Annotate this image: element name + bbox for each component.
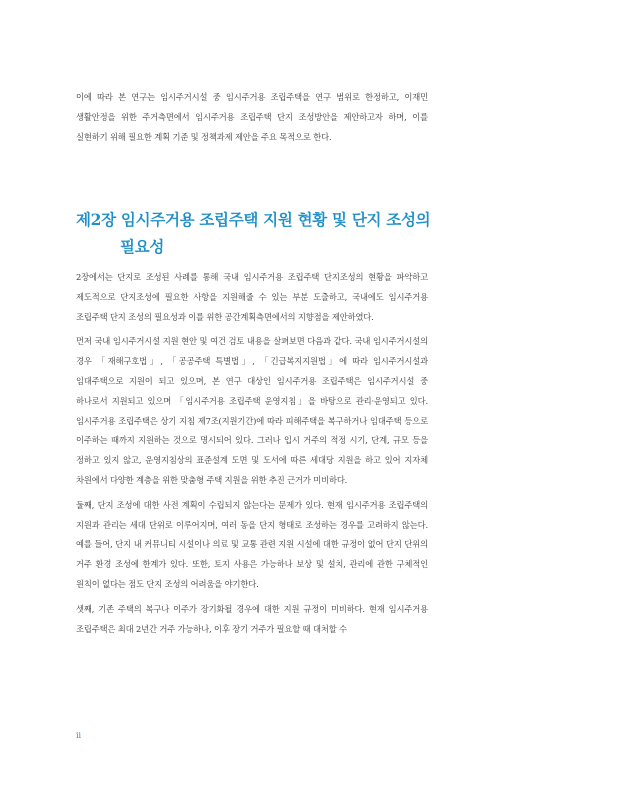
chapter-title-line2: 필요성 bbox=[120, 237, 165, 256]
body-paragraph-4: 셋째, 기존 주택의 복구나 이주가 장기화될 경우에 대한 지원 규정이 미비하다. 현재 임시주거용 조립주택은 최대 2년간 거주 가능하나, 이후 장기 거주가 필요할 때 대처할 수 bbox=[76, 603, 428, 634]
chapter-title-line1: 제2장 임시주거용 조립주택 지원 현황 및 단지 조성의 bbox=[76, 210, 431, 229]
intro-paragraph: 이에 따라 본 연구는 임시주거시설 중 임시주거용 조립주택을 연구 범위로 한정하고, 이재민 생활안정을 위한 주거측면에서 임시주거용 조립주택 단지 조성방안을 제안하고자 하며, 이를 실현하기 위해 필요한 계획 기준 및 정책과제 제안을 주요 목적으로 한다. bbox=[76, 92, 428, 142]
body-paragraph-1: 2장에서는 단지로 조성된 사례를 통해 국내 임시주거용 조립주택 단지조성의 현황을 파악하고 제도적으로 단지조성에 필요한 사항을 지원해줄 수 있는 부분 도출하고, 국내에도 임시주거용 조립주택 단지 조성의 필요성과 이를 위한 공간계획측면에서의 지향점을 제안하였다. bbox=[76, 272, 428, 322]
body-paragraph-2: 먼저 국내 임시주거시설 지원 현안 및 여건 검토 내용을 살펴보면 다음과 같다. 국내 임시주거시설의 경우 「재해구호법」, 「공공주택 특별법」, 「긴급복지지원법」에 따라 임시주거시설과 임대주택으로 지원이 되고 있으며, 본 연구 대상인 임시주거용 조립주택은 임시주거시설 중 하나로서 지원되고 있으며 「임시주거용 조립주택 운영지침」을 바탕으로 관리·운영되고 있다. 임시주거용 조립주택은 상기 지침 제7조(지원기간)에 따라 피해주택을 복구하거나 임대주택 등으로 이주하는 때까지 지원하는 것으로 명시되어 있다. 그러나 입시 거주의 적정 시기, 단계, 규모 등을 정하고 있지 않고, 운영지침상의 표준설계 도면 및 도서에 따른 세대당 지원을 하고 있어 지자체 차원에서 다양한 계층을 위한 맞춤형 주택 지원을 위한 추진 근거가 미비하다. bbox=[76, 336, 428, 485]
page-number: ii bbox=[76, 731, 82, 740]
body-paragraph-3: 둘째, 단지 조성에 대한 사전 계획이 수립되지 않는다는 문제가 있다. 현재 임시주거용 조립주택의 지원과 관리는 세대 단위로 이루어지며, 여러 동을 단지 형태로 조성하는 경우를 고려하지 않는다. 예를 들어, 단지 내 커뮤니티 시설이나 의료 및 교통 관련 지원 시설에 대한 규정이 없어 단지 단위의 거주 환경 조성에 한계가 있다. 또한, 토지 사용은 가능하나 보상 및 설치, 관리에 관한 구체적인 원칙이 없다는 점도 단지 조성의 어려움을 야기한다. bbox=[76, 499, 428, 589]
chapter-body bbox=[76, 268, 428, 639]
intro-section bbox=[76, 88, 428, 147]
chapter-title bbox=[76, 206, 456, 260]
